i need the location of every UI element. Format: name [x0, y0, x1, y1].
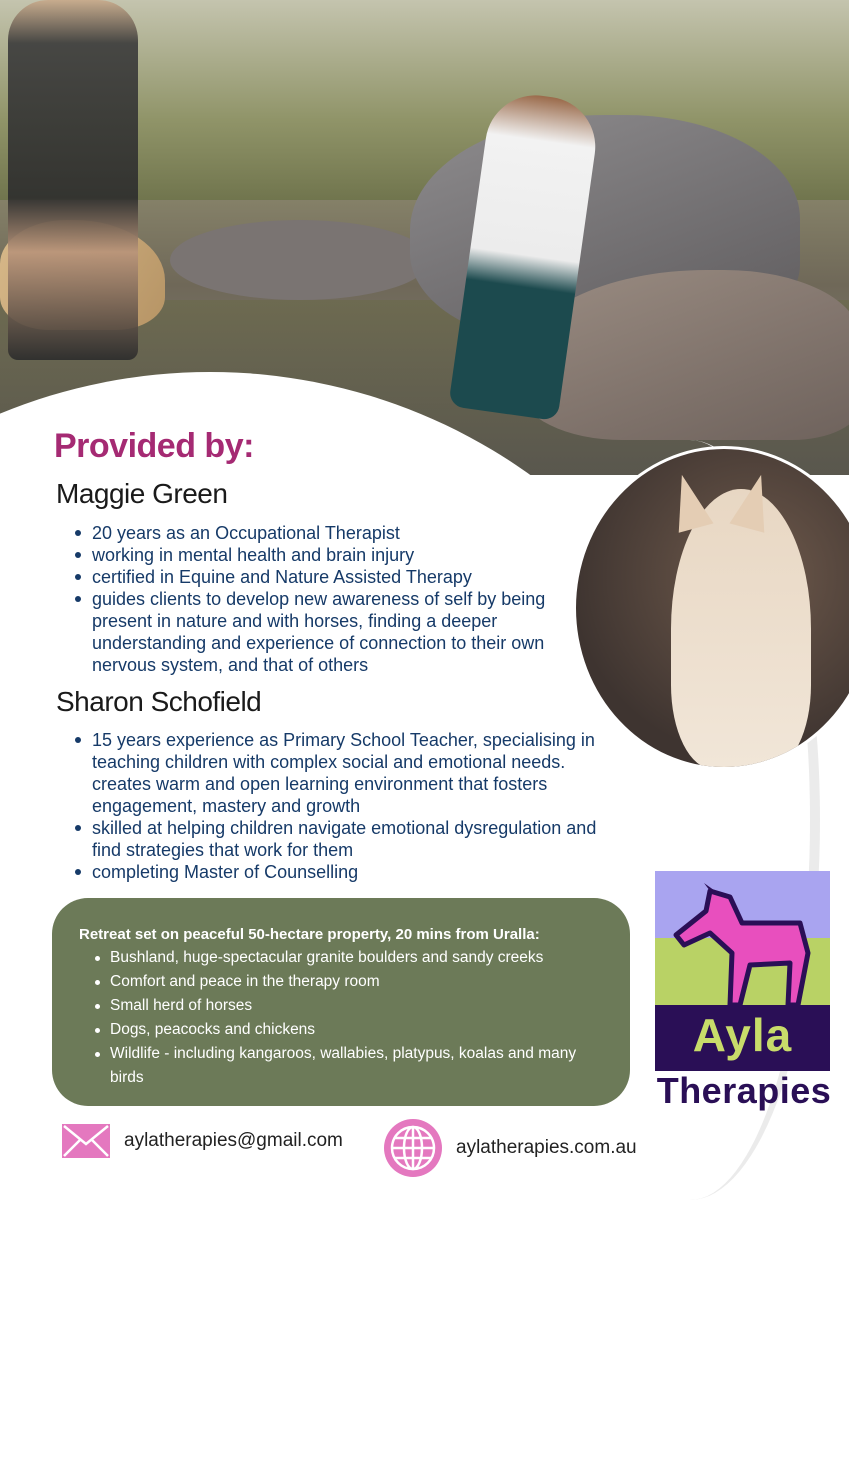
- list-item: Comfort and peace in the therapy room: [110, 970, 610, 994]
- provider-name: Maggie Green: [56, 478, 228, 509]
- logo-sub-text: Therapies: [656, 1070, 832, 1111]
- dog-ear: [664, 470, 713, 532]
- list-item: 15 years experience as Primary School Teacher, specialising in teaching children with complex social and emotional needs. creates warm and open learning environment that fosters engagement, mastery and growth: [92, 729, 607, 817]
- retreat-features: [110, 946, 610, 1090]
- provider-points: [74, 729, 607, 883]
- list-item: working in mental health and brain injury: [92, 544, 572, 566]
- child-standing: [8, 0, 138, 360]
- globe-icon: [384, 1119, 442, 1177]
- email-link[interactable]: aylatherapies@gmail.com: [124, 1130, 343, 1151]
- provider-points: [74, 522, 572, 676]
- retreat-title: Retreat set on peaceful 50-hectare property, 20 mins from Uralla:: [79, 926, 540, 943]
- list-item: 20 years as an Occupational Therapist: [92, 522, 572, 544]
- granite-rock: [170, 220, 430, 300]
- mail-icon: [62, 1124, 110, 1158]
- ayla-logo: [655, 871, 830, 1071]
- list-item: guides clients to develop new awareness of self by being present in nature and with horses, finding a deeper understanding and experience of connection to their own nervous system, and that of others: [92, 588, 572, 676]
- provided-by-heading: Provided by:: [54, 427, 254, 465]
- email-contact[interactable]: [62, 1124, 343, 1158]
- dog-body: [671, 489, 811, 769]
- list-item: certified in Equine and Nature Assisted Therapy: [92, 566, 572, 588]
- list-item: skilled at helping children navigate emotional dysregulation and find strategies that work for them: [92, 817, 607, 861]
- list-item: completing Master of Counselling: [92, 861, 607, 883]
- retreat-info-box: [52, 898, 630, 1106]
- website-link[interactable]: aylatherapies.com.au: [456, 1137, 637, 1158]
- horse-icon: [670, 883, 820, 1008]
- logo-main-text: Ayla: [692, 1009, 793, 1061]
- provider-name: Sharon Schofield: [56, 686, 262, 717]
- list-item: Wildlife - including kangaroos, wallabies, platypus, koalas and many birds: [110, 1042, 610, 1090]
- list-item: Bushland, huge-spectacular granite boulders and sandy creeks: [110, 946, 610, 970]
- list-item: Small herd of horses: [110, 994, 610, 1018]
- list-item: Dogs, peacocks and chickens: [110, 1018, 610, 1042]
- website-contact[interactable]: [384, 1119, 637, 1177]
